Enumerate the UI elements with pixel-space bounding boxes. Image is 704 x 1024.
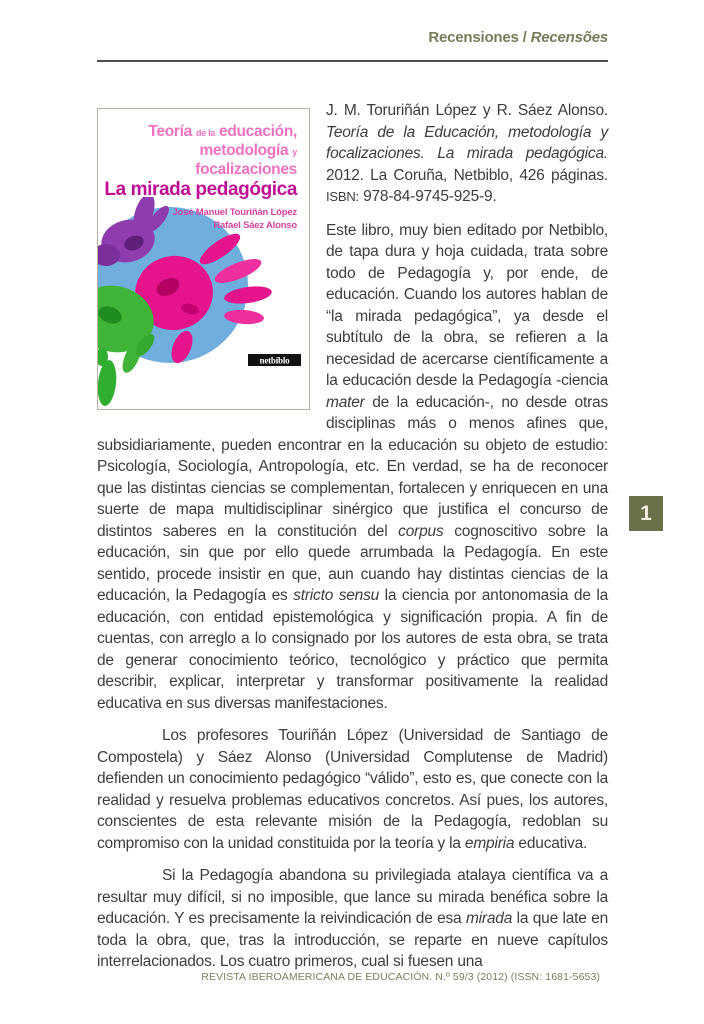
running-head-es: Recensiones [428, 29, 519, 46]
p1-text: cognoscitivo sobre la educación, sin que por ello quede arrumbada la Pedagogía. En este sentido, procede insistir en que, aun cuando hay distintas ciencias de la educación, la Pedagogía es [97, 522, 608, 604]
citation-book-title: Teoría de la Educación, metodología y focalizaciones. La mirada pedagógica. [326, 123, 608, 162]
p2-italic-empiria: empiria [464, 834, 515, 852]
green-thumbprint [98, 348, 118, 407]
p1-text: Este libro, muy bien editado por Netbiblo, de tapa dura y hoja cuidada, trata sobre todo de Pedagogía y, por ende, de educación. Cuando los autores hablan de “la mirada pedagógica”, ya desde el subtítulo de la obra, se refieren a la necesidad de acercarse científicamente a la educación desde la Pedagogía -ciencia [326, 221, 608, 389]
cover-title-line2: metodología y focalizaciones [195, 142, 297, 178]
p1-italic-corpus: corpus [398, 522, 444, 540]
cover-author-1: José Manuel Touriñán López [172, 207, 297, 218]
p3-italic-mirada: mirada [465, 910, 513, 927]
p3-text: la que late en toda la obra, que, tras la introducción, se reparte en nueve capítulos interrelacionados. Los cuatro primeros, cual si fuesen una [97, 910, 608, 970]
p1-text: la ciencia por antonomasia de la educación, con entidad epistemológica y significación propia. A fin de cuentas, con arreglo a lo consignado por los autores de esta obra, se trata de generar conocimiento teórico, tecnológico y práctico que permita describir, explicar, interpretar y transformar positivamente la realidad educativa en sus diversas manifestaciones. [97, 587, 609, 712]
citation-isbn-value: 978-84-9745-925-9. [358, 188, 497, 205]
running-head-pt: Recensões [530, 29, 608, 46]
p1-text: de la educación-, no desde otras disciplinas más o menos afines que, subsidiariamente, pueden encontrar en la educación su objeto de estudio: Psicología, Sociología, Antropología, etc. En verdad, se ha de reconocer que las distintas ciencias se complementan, fortalecen y enriquecen en una suerte de mapa multidisciplinar sinérgico que justifica el concurso de distintos saberes en la constitución del [97, 393, 608, 540]
publisher-logo-text: netbiblo [259, 355, 290, 366]
book-cover-text [98, 109, 309, 232]
citation-isbn-label: ISBN: [326, 189, 359, 204]
p2-text: Los profesores Touriñán López (Universidad de Santiago de Compostela) y Sáez Alonso (Universidad Complutense de Madrid) defienden un conocimiento pedagógico “válido”, esto es, que conecte con la realidad y resuelva problemas educativos concretos. Así pues, los autores, conscientes de esta relevante misión de la Pedagogía, redoblan su compromiso con la unidad constituida por la teoría y la [97, 727, 608, 852]
paragraph-2 [97, 725, 608, 854]
running-head-separator: / [518, 29, 531, 46]
citation-publication: 2012. La Coruña, Netbiblo, 426 páginas. [326, 166, 608, 184]
cover-subtitle: La mirada pedagógica [104, 179, 297, 200]
paragraph-3 [97, 865, 608, 973]
book-cover-image [97, 108, 310, 410]
cover-authors [98, 206, 297, 232]
journal-footer: REVISTA IBEROAMERICANA DE EDUCACIÓN. N.º 59/3 (2012) (ISSN: 1681-5653) [201, 971, 600, 983]
cover-author-2: Rafael Sáez Alonso [213, 220, 297, 231]
cover-title-line1: Teoría de la educación, [148, 123, 297, 140]
page-number-badge: 1 [629, 496, 663, 531]
p1-italic-mater: mater [326, 393, 365, 411]
page-content [97, 100, 608, 984]
p3-text: Si la Pedagogía abandona su privilegiada atalaya científica va a resultar muy difícil, si no imposible, que lance su mirada benéfica sobre la educación. Y es precisamente la reivindicación de esa [97, 867, 608, 927]
citation-authors: J. M. Toruriñán López y R. Sáez Alonso. [326, 102, 608, 119]
p1-italic-stricto-sensu: stricto sensu [293, 587, 380, 604]
header-rule [97, 60, 608, 62]
running-head [97, 29, 608, 46]
p2-text: educativa. [514, 834, 588, 852]
